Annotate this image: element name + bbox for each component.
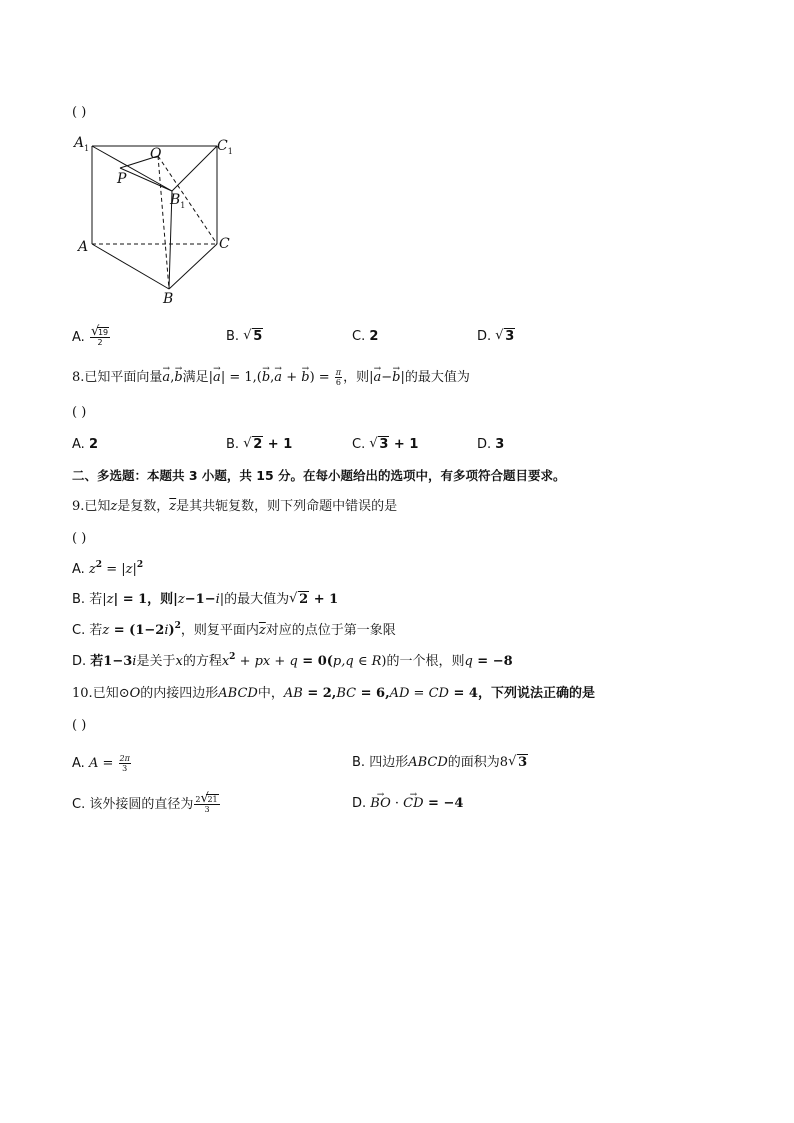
q8-stem: 8.已知平面向量a →,b →满足|a →| = 1,(b →,a → + b →) = $\frac{\pi}{6}$ ，则|a →−b →|的最大值为 <box>72 368 470 387</box>
label-c: C <box>219 236 230 252</box>
q9-option-d[interactable]: D. 若1−3i是关于x的方程$x^2$ + px + q = 0(p,q ∈ R)的一个根，则q = −8 <box>72 652 513 669</box>
q10-option-a[interactable]: A. A = $\frac{2\pi}{3}$ <box>72 754 130 773</box>
edge-c1b1 <box>172 146 217 191</box>
q10-option-b[interactable]: B. 四边形ABCD的面积为8 √ 3 <box>352 754 528 772</box>
q9-stem: 9.已知z是复数，$\overline{z}$是其共轭复数，则下列命题中错误的是 <box>72 499 398 514</box>
edge-cb <box>169 244 217 289</box>
section-2-heading: 二、多选题：本题共 3 小题，共 15 分。在每小题给出的选项中，有多项符合题目要求。 <box>72 468 566 483</box>
q8-answer-paren: ( ) <box>72 405 87 420</box>
q9-answer-paren: ( ) <box>72 531 87 546</box>
segment-oc-hidden <box>158 156 217 244</box>
q10-option-d[interactable]: D. BO → · CD → = −4 <box>352 795 463 813</box>
q9-option-c[interactable]: C. 若$z = (1-2i)^2$，则复平面内$\overline{z}$对应的点位于第一象限 <box>72 621 396 638</box>
segment-pb1 <box>120 168 172 191</box>
q9-option-b[interactable]: B. 若|z| = 1，则|z−1−i|的最大值为 √ 2 + 1 <box>72 591 338 609</box>
label-b1: $B_1$ <box>170 192 186 210</box>
label-a1: $A_1$ <box>74 135 90 153</box>
q8-option-a[interactable]: A. 2 <box>72 437 98 452</box>
edge-ab <box>92 244 169 289</box>
q10-option-c[interactable]: C. 该外接圆的直径为 $\frac{2 √ 21}{3}$ <box>72 795 221 814</box>
q10-stem: 10.已知⊙O的内接四边形ABCD中，AB = 2,BC = 6,AD = CD = 4，下列说法正确的是 <box>72 686 595 701</box>
q8-option-b[interactable]: B. √ 2 + 1 <box>226 436 292 454</box>
q7-option-a[interactable]: A. √ $\frac{19}{2}$ <box>72 328 111 347</box>
q7-option-d[interactable]: D. √ 3 <box>477 328 515 346</box>
q8-option-c[interactable]: C. √ 3 + 1 <box>352 436 418 454</box>
q7-option-b[interactable]: B. √ 5 <box>226 328 263 346</box>
label-c1: $C_1$ <box>217 138 233 156</box>
q7-answer-paren: ( ) <box>72 105 87 120</box>
label-a: A <box>78 239 89 255</box>
label-o: O <box>150 146 162 162</box>
q10-answer-paren: ( ) <box>72 718 87 733</box>
q7-option-c[interactable]: C. 2 <box>352 329 379 344</box>
label-p: P <box>117 171 127 187</box>
q9-option-a[interactable]: A. $z^2 = |z|^2$ <box>72 560 144 577</box>
label-b: B <box>163 291 174 307</box>
segment-ob-hidden <box>158 156 169 289</box>
q8-option-d[interactable]: D. 3 <box>477 437 505 452</box>
